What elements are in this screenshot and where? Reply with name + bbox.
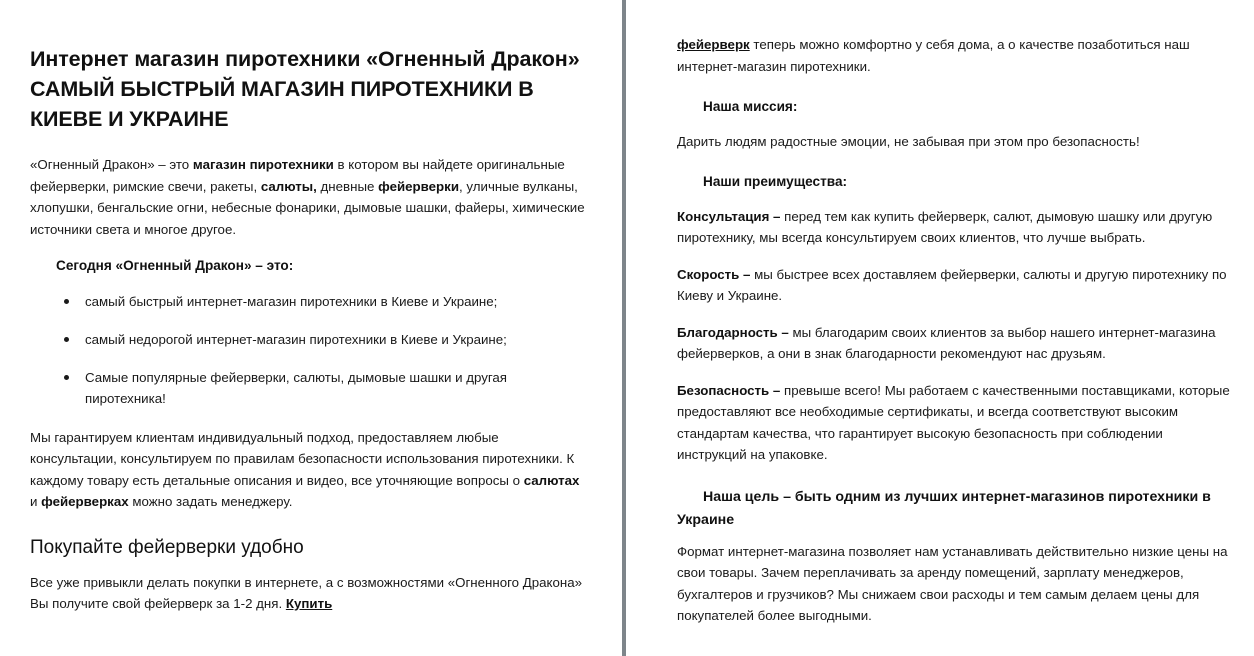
intro-bold-shop: магазин пиротехники bbox=[192, 157, 334, 172]
list-item-label: Самые популярные фейерверки, салюты, дымовые шашки и другая пиротехника! bbox=[85, 369, 508, 406]
goal-paragraph: Формат интернет-магазина позволяет нам устанавливать действительно низкие цены на свои товары. Зачем переплачивать за аренду помещений, зарплату менеджеров, бухгалтеров и грузчиков? Мы снижаем свои расходы и тем самым делаем цены для покупателей более выгодными. bbox=[677, 543, 1228, 623]
left-column bbox=[0, 0, 622, 630]
buy-text: Все уже привыкли делать покупки в интернете, а с возможностями «Огненного Дракона» Вы получите свой фейерверк за 1-2 дня. bbox=[30, 574, 583, 611]
intro-paragraph bbox=[30, 154, 588, 240]
goal-heading: Наша цель – быть одним из лучших интернет-магазинов пиротехники в Украине bbox=[677, 488, 1211, 528]
intro-bold-fireworks: фейерверки bbox=[378, 178, 460, 194]
advantage-term: Безопасность – bbox=[677, 382, 785, 398]
bullet-dot-icon bbox=[64, 299, 69, 304]
today-heading: Сегодня «Огненный Дракон» – это: bbox=[56, 258, 294, 273]
continuation-text: теперь можно комфортно у себя дома, а о качестве позаботиться наш интернет-магазин пиротехники. bbox=[677, 37, 1190, 74]
page-title: Интернет магазин пиротехники «Огненный Дракон» САМЫЙ БЫСТРЫЙ МАГАЗИН ПИРОТЕХНИКИ В КИЕВЕ И УКРАИНЕ bbox=[30, 47, 580, 131]
bullet-dot-icon bbox=[64, 337, 69, 342]
guarantee-bold-fireworks: фейерверках bbox=[41, 494, 129, 509]
advantage-text: превыше всего! Мы работаем с качественными поставщиками, которые предоставляют все необходимые сертификаты, и всегда соответствуют высоким стандартам качества, что гарантирует высокую безопасность при соблюдении инструкций на упаковке. bbox=[677, 382, 1230, 462]
list-item bbox=[30, 291, 588, 312]
guarantee-text-part-2: и bbox=[30, 494, 42, 509]
advantage-text: мы быстрее всех доставляем фейерверки, салюты и другую пиротехнику по Киеву и Украине. bbox=[677, 266, 1227, 303]
advantage-term: Благодарность – bbox=[677, 324, 793, 340]
list-item-label: самый быстрый интернет-магазин пиротехники в Киеве и Украине; bbox=[85, 293, 498, 309]
guarantee-paragraph bbox=[30, 427, 588, 513]
intro-text-part-2: в котором вы найдете оригинальные фейерверки, римские свечи, ракеты, bbox=[30, 157, 565, 194]
bullet-dot-icon bbox=[64, 375, 69, 380]
list-item bbox=[30, 329, 588, 350]
intro-text-part-3: дневные bbox=[316, 178, 379, 194]
guarantee-text-part-1: Мы гарантируем клиентам индивидуальный подход, предоставляем любые консультации, консультируем по правилам безопасности использования пиротехники. К каждому товару есть детальные описания и видео, все уточняющие вопросы о bbox=[30, 429, 575, 488]
fireworks-link[interactable]: фейерверк bbox=[677, 37, 750, 52]
mission-heading: Наша миссия: bbox=[703, 99, 798, 114]
advantage-text: перед тем как купить фейерверк, салют, дымовую шашку или другую пиротехнику, мы всегда консультируем своих клиентов, что лучше выбрать. bbox=[677, 208, 1213, 245]
advantage-speed bbox=[677, 264, 1232, 307]
mission-paragraph: Дарить людям радостные эмоции, не забывая при этом про безопасность! bbox=[677, 133, 1140, 149]
buy-link[interactable]: Купить bbox=[285, 596, 333, 611]
advantage-safety bbox=[677, 380, 1232, 466]
intro-bold-salutes: салюты, bbox=[260, 178, 317, 194]
advantage-term: Консультация – bbox=[677, 208, 785, 224]
buy-paragraph bbox=[30, 572, 588, 615]
advantage-gratitude bbox=[677, 322, 1232, 365]
advantages-heading: Наши преимущества: bbox=[703, 174, 848, 189]
today-bullet-list bbox=[30, 291, 588, 409]
list-item bbox=[30, 367, 588, 409]
guarantee-text-part-3: можно задать менеджеру. bbox=[128, 494, 293, 509]
advantage-term: Скорость – bbox=[677, 266, 755, 282]
intro-text-part-1: «Огненный Дракон» – это bbox=[30, 157, 193, 172]
continuation-paragraph bbox=[677, 34, 1232, 77]
advantage-text: мы благодарим своих клиентов за выбор нашего интернет-магазина фейерверков, а они в знак благодарности рекомендуют нас друзьям. bbox=[677, 324, 1216, 361]
list-item-label: самый недорогой интернет-магазин пиротехники в Киеве и Украине; bbox=[85, 331, 507, 347]
buy-section-heading: Покупайте фейерверки удобно bbox=[30, 536, 304, 558]
advantage-consultation bbox=[677, 206, 1232, 249]
right-column bbox=[626, 0, 1254, 642]
guarantee-bold-salutes: салютах bbox=[523, 472, 580, 488]
intro-text-part-4: , уличные вулканы, хлопушки, бенгальские огни, небесные фонарики, дымовые шашки, файеры, химические источники света и многое другое. bbox=[30, 178, 585, 237]
